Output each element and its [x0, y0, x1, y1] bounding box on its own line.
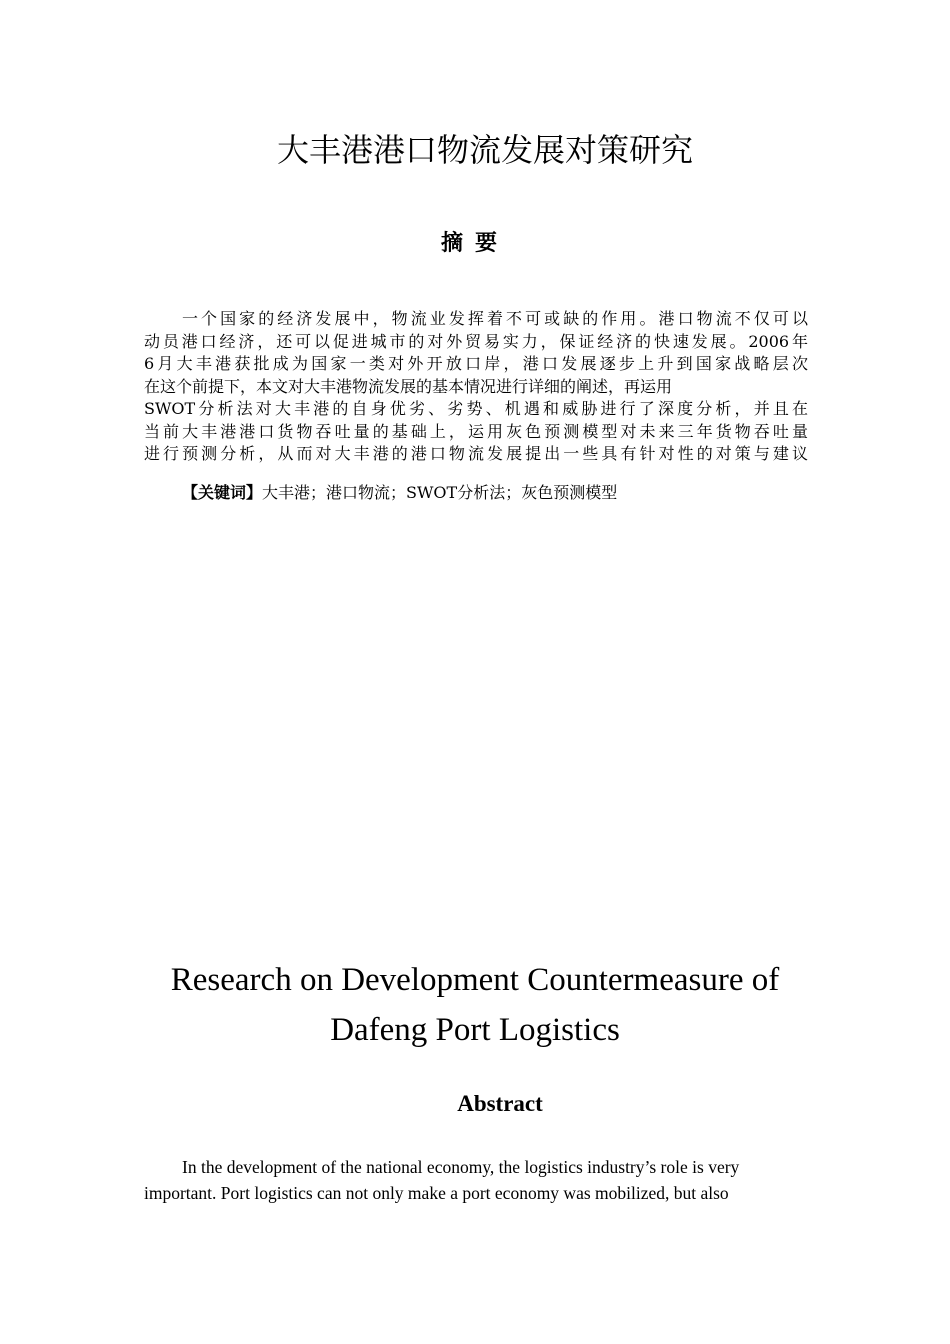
english-abstract-line: important. Port logistics can not only make a port economy was mobilized, but also: [144, 1183, 729, 1203]
english-title-line: Research on Development Countermeasure of: [170, 962, 780, 998]
chinese-abstract-line: SWOT分析法对大丰港的自身优劣、劣势、机遇和威胁进行了深度分析，并且在: [144, 399, 808, 418]
english-title-line: Dafeng Port Logistics: [330, 1012, 620, 1048]
chinese-abstract-heading: [0, 228, 950, 260]
chinese-keywords: [182, 482, 617, 504]
keywords-text: 大丰港；港口物流；SWOT分析法；灰色预测模型: [262, 483, 618, 502]
chinese-abstract-line: 6月大丰港获批成为国家一类对外开放口岸，港口发展逐步上升到国家战略层次: [144, 354, 808, 373]
keywords-label: 【关键词】: [182, 483, 263, 502]
chinese-title: 大丰港港口物流发展对策研究: [276, 131, 693, 169]
chinese-abstract-line: 一个国家的经济发展中，物流业发挥着不可或缺的作用。港口物流不仅可以: [182, 309, 808, 328]
english-abstract-body: [144, 1154, 808, 1206]
chinese-abstract-line: 进行预测分析，从而对大丰港的港口物流发展提出一些具有针对性的对策与建议: [144, 444, 808, 463]
chinese-abstract-line: 动员港口经济，还可以促进城市的对外贸易实力，保证经济的快速发展。2006年: [144, 331, 808, 351]
chinese-abstract-heading-text: 摘要: [440, 231, 509, 256]
chinese-abstract-line: 在这个前提下，本文对大丰港物流发展的基本情况进行详细的阐述，再运用: [144, 376, 673, 396]
english-title: [100, 955, 850, 1055]
english-abstract-heading: Abstract: [457, 1091, 543, 1116]
english-abstract-line: In the development of the national economy, the logistics industry’s role is very: [182, 1157, 740, 1177]
chinese-abstract-body: [144, 308, 808, 466]
chinese-abstract-line: 当前大丰港港口货物吞吐量的基础上，运用灰色预测模型对未来三年货物吞吐量: [144, 421, 808, 441]
